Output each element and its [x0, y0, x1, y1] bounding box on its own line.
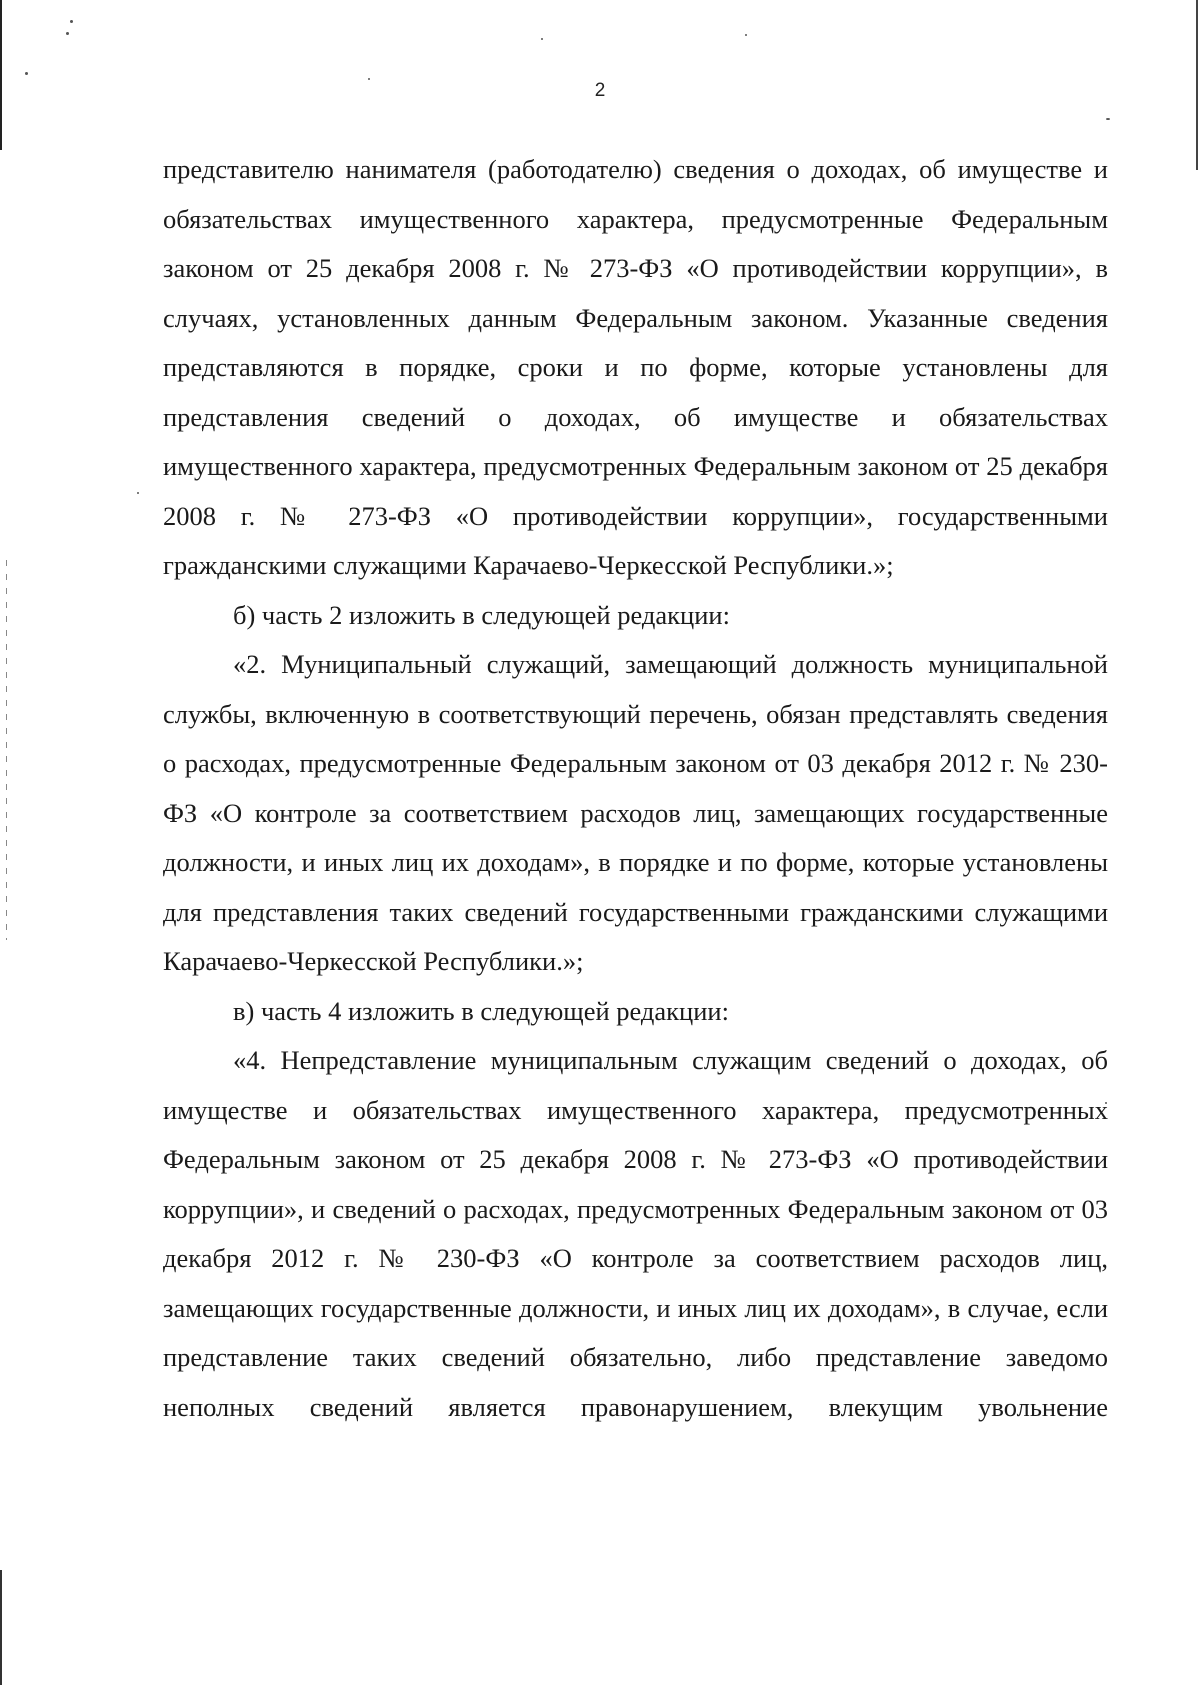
- paragraph-item-b: б) часть 2 изложить в следующей редакции:: [233, 599, 730, 630]
- page-number: 2: [594, 80, 606, 101]
- scan-speck: [1106, 118, 1110, 120]
- scan-speck: [541, 38, 543, 40]
- document-body: [163, 145, 1108, 1432]
- scan-speck: [137, 492, 139, 494]
- scan-speck: [25, 72, 28, 75]
- paragraph-part-4: «4. Непредставление муниципальным служащим сведений о доходах, об имуществе и обязательствах имущественного характера, предусмотренных Федеральным законом от 25 декабря 2008 г. № 273-ФЗ «О противодействии коррупции», и сведений о расходах, предусмотренных Федеральным законом от 03 декабря 2012 г. № 230-ФЗ «О контроле за соответствием расходов лиц, замещающих государственные должности, и иных лиц их доходам», в случае, если представление таких сведений обязательно, либо представление заведомо неполных сведений является правонарушением, влекущим увольнение: [163, 1045, 1108, 1422]
- scan-dash-artifact: [6, 560, 7, 940]
- paragraph-item-v: в) часть 4 изложить в следующей редакции:: [233, 995, 729, 1026]
- paragraph-part-2: «2. Муниципальный служащий, замещающий должность муниципальной службы, включенную в соответствующий перечень, обязан представлять сведения о расходах, предусмотренные Федеральным законом от 03 декабря 2012 г. № 230-ФЗ «О контроле за соответствием расходов лиц, замещающих государственные должности, и иных лиц их доходам», в порядке и по форме, которые установлены для представления таких сведений государственными гражданскими служащими Карачаево-Черкесской Республики.»;: [163, 649, 1108, 976]
- scan-edge-left: [0, 0, 2, 150]
- paragraph-continued: представителю нанимателя (работодателю) сведения о доходах, об имуществе и обязательствах имущественного характера, предусмотренные Федеральным законом от 25 декабря 2008 г. № 273-ФЗ «О противодействии коррупции», в случаях, установленных данным Федеральным законом. Указанные сведения представляются в порядке, сроки и по форме, которые установлены для представления сведений о доходах, об имуществе и обязательствах имущественного характера, предусмотренных Федеральным законом от 25 декабря 2008 г. № 273-ФЗ «О противодействии коррупции», государственными гражданскими служащими Карачаево-Черкесской Республики.»;: [163, 154, 1108, 580]
- scan-edge-left-bottom: [0, 1570, 2, 1685]
- scan-speck: [66, 32, 69, 35]
- scan-speck: [70, 20, 73, 23]
- scan-speck: [745, 34, 747, 36]
